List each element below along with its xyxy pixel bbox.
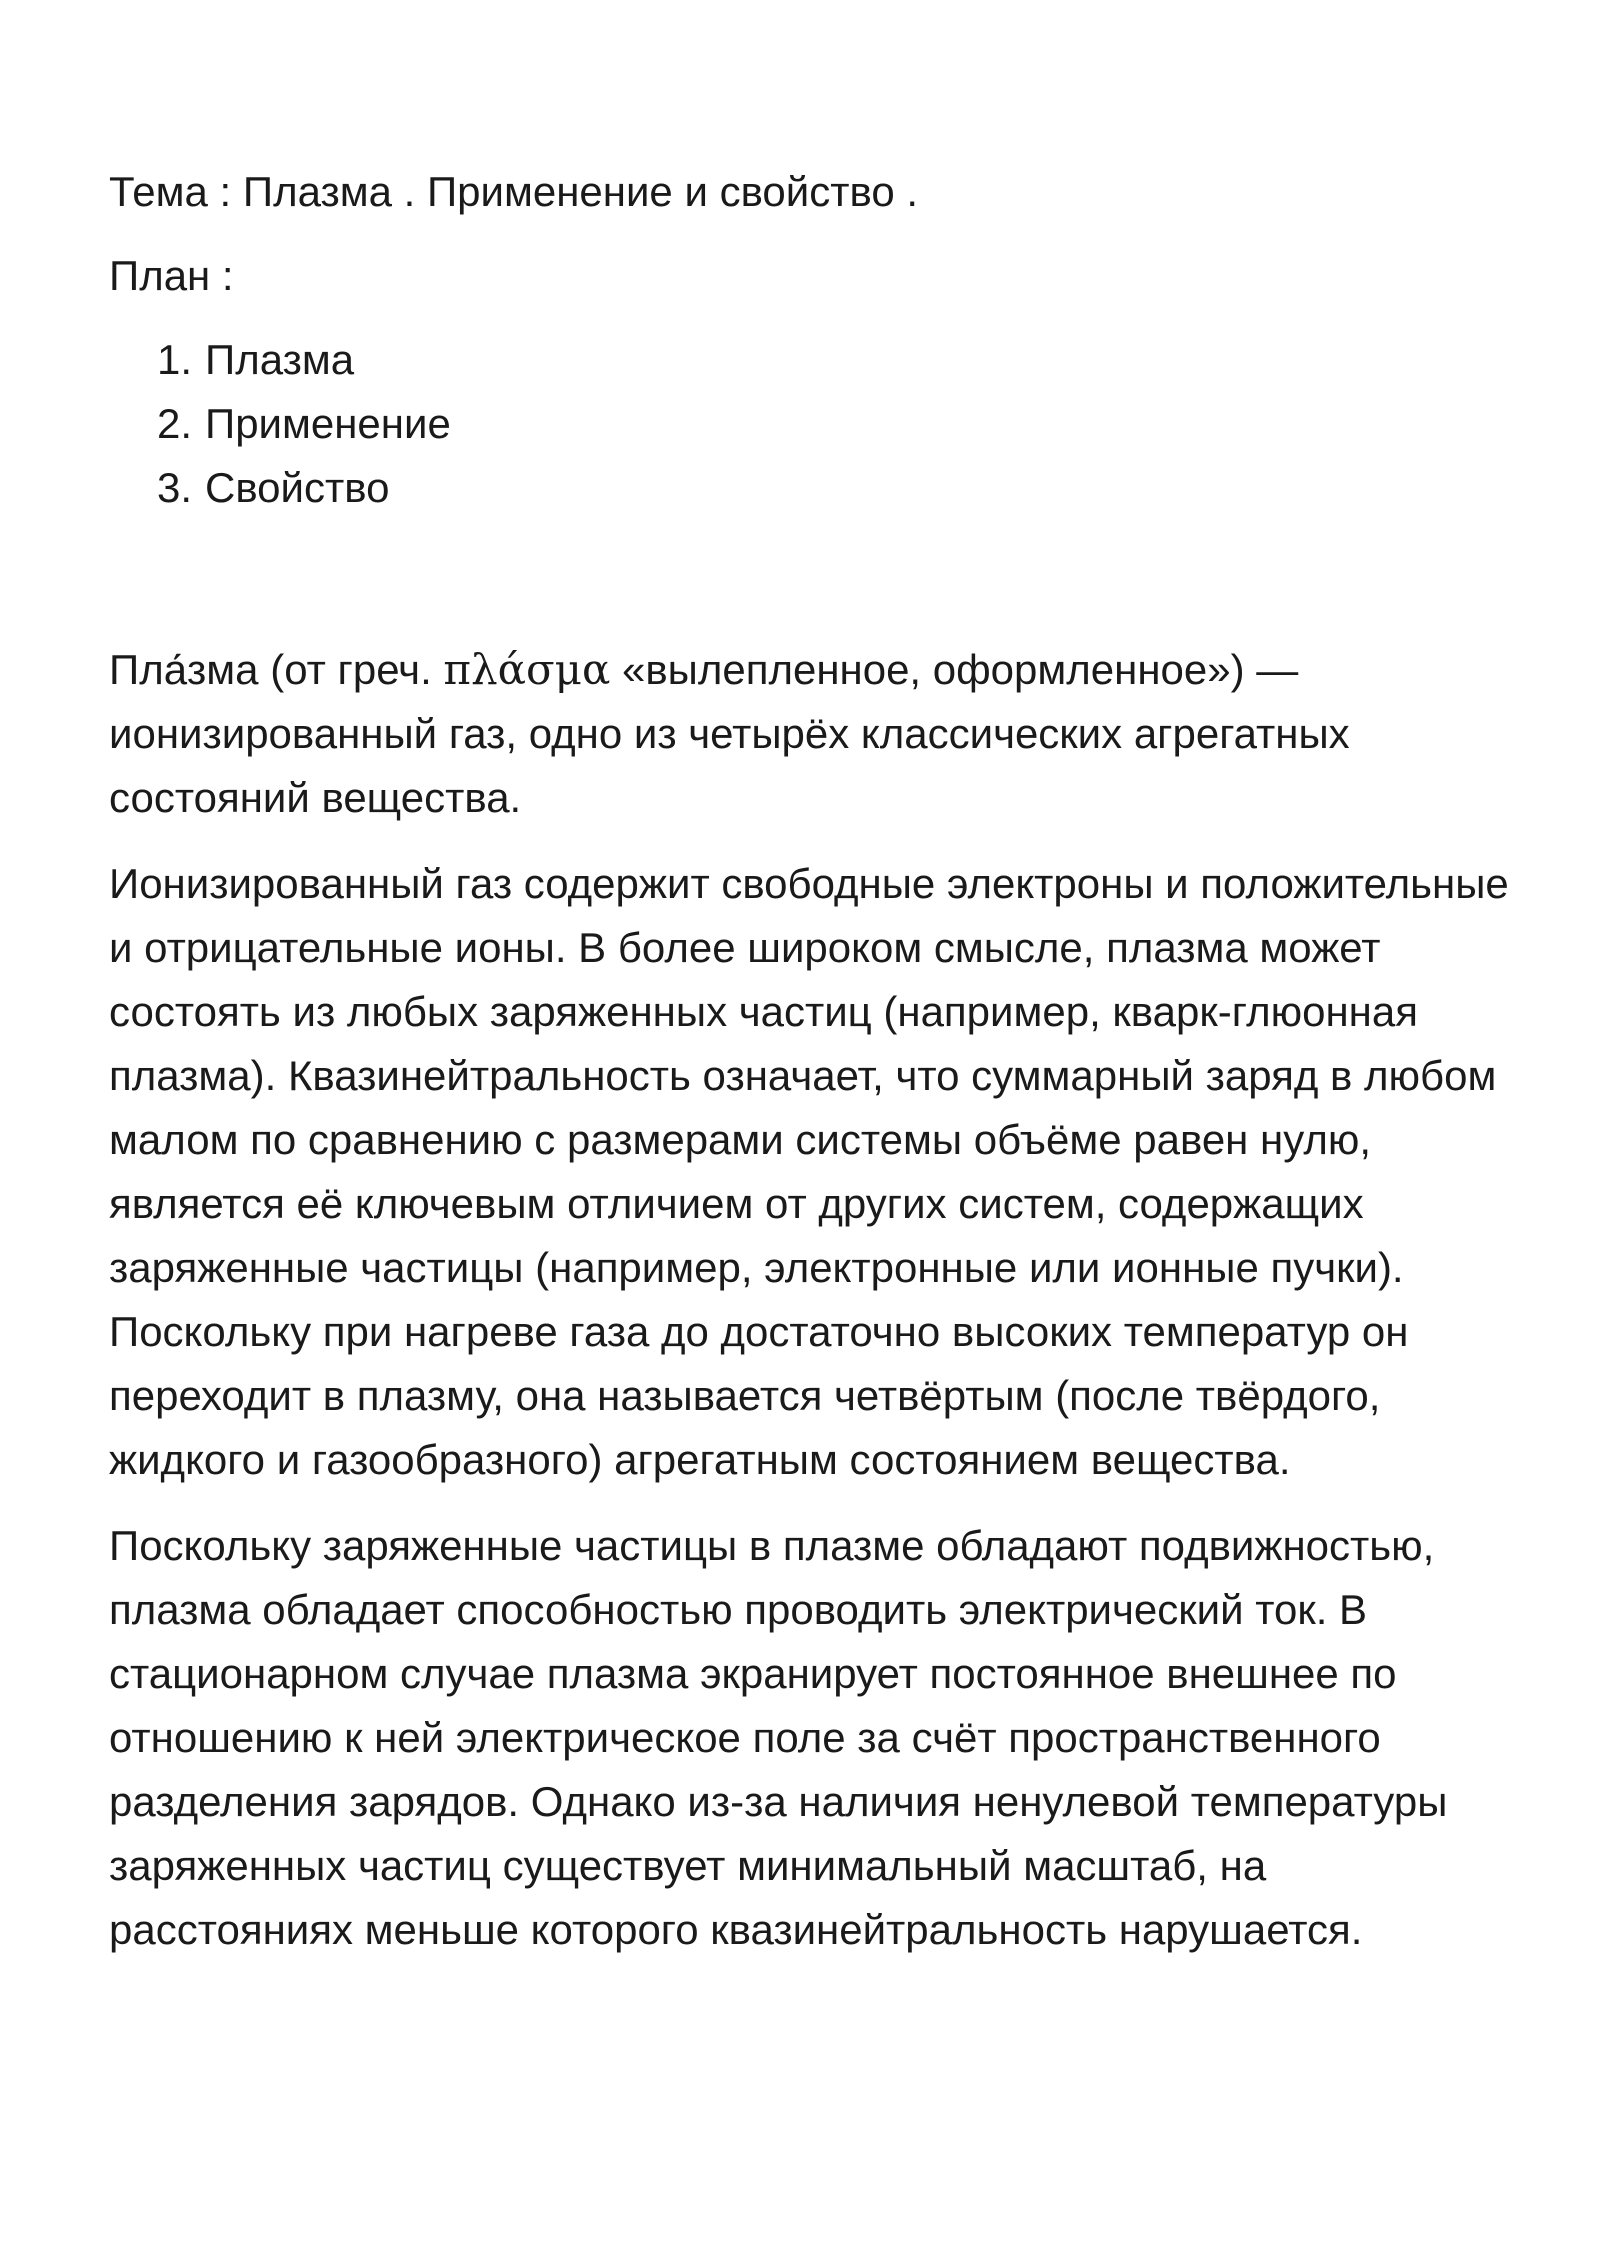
topic-heading: Тема : Плазма . Применение и свойство . [109,168,919,215]
paragraph-definition-start: Пла́зма (от греч. [109,646,444,693]
paragraph-definition-rest: «вылепленное, оформленное») — ионизированный газ, одно из четырёх классических агрегатных состояний вещества. [109,646,1350,821]
plan-item-text: Свойство [205,464,390,511]
plan-item [157,456,1509,520]
plan-item-number: 3. [157,464,193,511]
plan-list [109,328,1509,520]
plan-item-number: 1. [157,336,193,383]
plan-item-text: Плазма [205,336,355,383]
paragraph-definition [109,638,1509,830]
plan-item-text: Применение [205,400,451,447]
plan-item [157,328,1509,392]
document-body [109,160,1509,1984]
plan-item [157,392,1509,456]
greek-word: πλάσμα [443,645,611,694]
paragraph-conductivity: Поскольку заряженные частицы в плазме обладают подвижностью, плазма обладает способностью проводить электрический ток. В стационарном случае плазма экранирует постоянное внешнее по отношению к ней электрическое поле за счёт пространственного разделения зарядов. Однако из-за наличия ненулевой температуры заряженных частиц существует минимальный масштаб, на расстояниях меньше которого квазинейтральность нарушается. [109,1522,1448,1953]
paragraph-ionized-gas: Ионизированный газ содержит свободные электроны и положительные и отрицательные ионы. В более широком смысле, плазма может состоять из любых заряженных частиц (например, кварк-глюонная плазма). Квазинейтральность означает, что суммарный заряд в любом малом по сравнению с размерами системы объёме равен нулю, является её ключевым отличием от других систем, содержащих заряженные частицы (например, электронные или ионные пучки). Поскольку при нагреве газа до достаточно высоких температур он переходит в плазму, она называется четвёртым (после твёрдого, жидкого и газообразного) агрегатным состоянием вещества. [109,860,1509,1483]
plan-label: План : [109,252,234,299]
plan-item-number: 2. [157,400,193,447]
